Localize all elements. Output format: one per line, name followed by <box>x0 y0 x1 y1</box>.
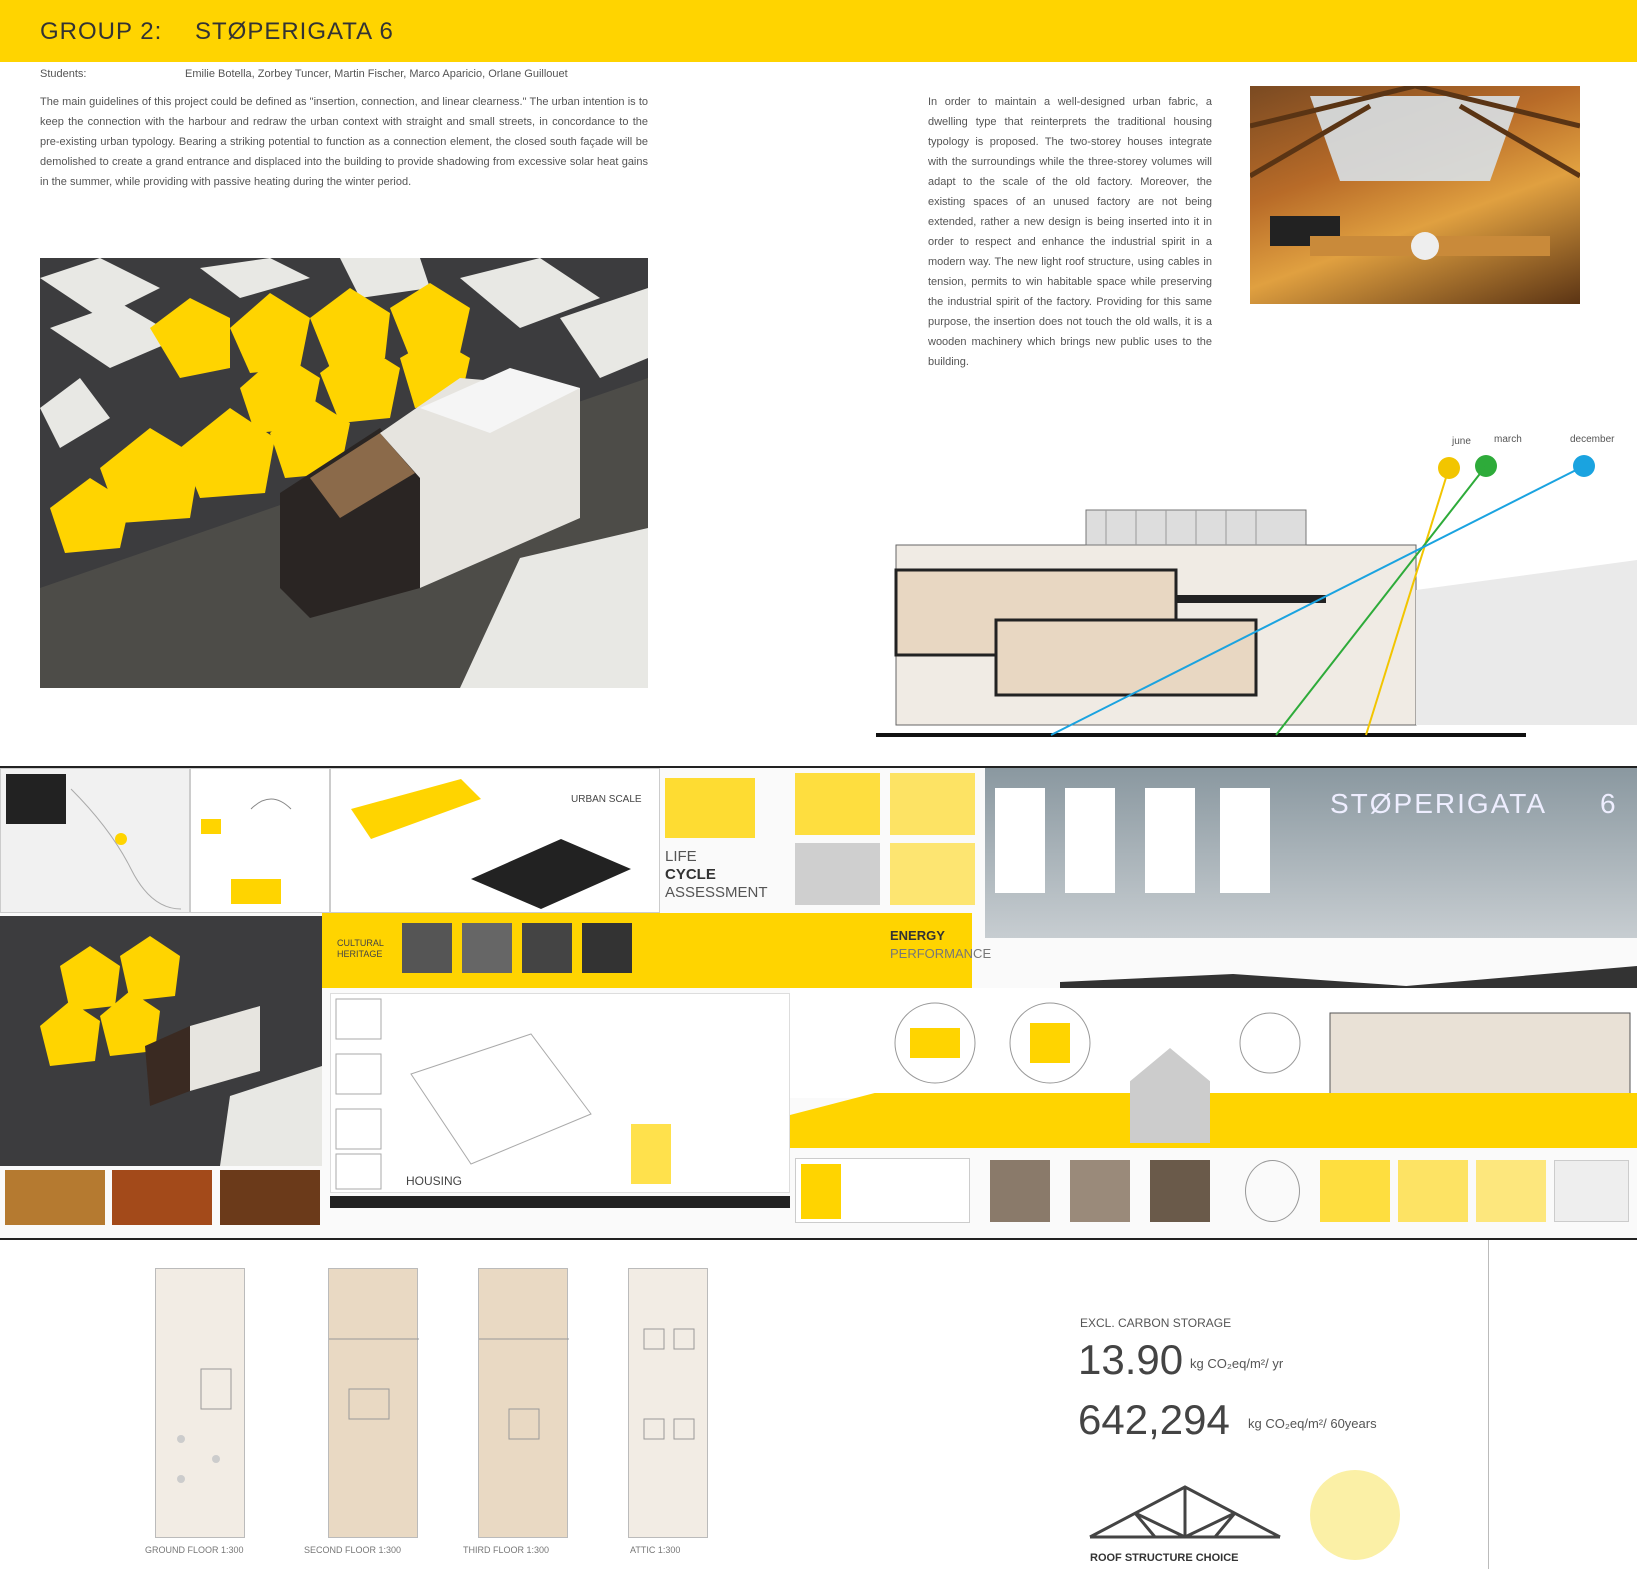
detail-thumb <box>795 1158 970 1223</box>
roof-choice-circle <box>1310 1470 1400 1560</box>
plan-third <box>478 1268 568 1538</box>
poster <box>0 768 1637 1238</box>
plan-label-second: SECOND FLOOR 1:300 <box>304 1545 402 1555</box>
site-map <box>0 768 190 913</box>
interior-thumb-3 <box>220 1170 320 1225</box>
energy-label: ENERGY <box>890 928 945 943</box>
plan-label-ground: GROUND FLOOR 1:300 <box>145 1545 244 1555</box>
students-label: Students: <box>40 68 87 80</box>
roof-truss-icon <box>1085 1475 1285 1545</box>
interior-thumb-1 <box>5 1170 105 1225</box>
plan-label-attic: ATTIC 1:300 <box>630 1545 681 1555</box>
aerial-render-small <box>0 916 322 1166</box>
energy-panel <box>790 988 1637 1098</box>
interior-thumb-2 <box>112 1170 212 1225</box>
carbon-value-1: 13.90 <box>1078 1336 1184 1383</box>
life-cycle-panel: LIFE CYCLE ASSESSMENT <box>660 773 790 908</box>
section-drawing <box>876 440 1637 740</box>
performance-label: PERFORMANCE <box>890 946 992 961</box>
diagram-sketch <box>190 768 330 913</box>
render-thumb-4 <box>1554 1160 1629 1222</box>
sun-label-march: march <box>1494 434 1522 445</box>
plan-second <box>328 1268 418 1538</box>
roof-label: ROOF STRUCTURE CHOICE <box>1090 1552 1239 1564</box>
photo-2 <box>1070 1160 1130 1222</box>
plan-label-third: THIRD FLOOR 1:300 <box>463 1545 550 1555</box>
divider-vertical <box>1488 1240 1489 1569</box>
poster-title-block <box>985 768 1637 938</box>
yellow-band <box>790 1093 1637 1148</box>
poster-number: 6 <box>1600 788 1616 819</box>
page-title: STØPERIGATA 6 <box>195 18 394 45</box>
divider-2 <box>0 1238 1637 1240</box>
housing-panel <box>330 993 790 1193</box>
photo-1 <box>990 1160 1050 1222</box>
plan-attic <box>628 1268 708 1538</box>
render-thumb-3 <box>1476 1160 1546 1222</box>
students-names: Emilie Botella, Zorbey Tuncer, Martin Fischer, Marco Aparicio, Orlane Guillouet <box>185 68 568 80</box>
photo-3 <box>1150 1160 1210 1222</box>
plan-ground <box>155 1268 245 1538</box>
carbon-heading: EXCL. CARBON STORAGE <box>1080 1316 1232 1330</box>
carbon-value-2: 642,294 <box>1078 1396 1230 1443</box>
sun-label-december: december <box>1570 434 1615 445</box>
interior-roof-render <box>1250 86 1580 304</box>
group-label: GROUP 2: <box>40 18 163 45</box>
caption-bar <box>330 1196 790 1208</box>
aerial-render <box>40 258 648 688</box>
cultural-heritage-band: CULTURAL HERITAGE <box>322 913 972 988</box>
urban-scale-label: URBAN SCALE <box>571 794 642 805</box>
lca-thumbnails <box>795 773 975 908</box>
carbon-unit-2: kg CO₂eq/m²/ 60years <box>1248 1416 1377 1431</box>
sun-label-june: june <box>1452 436 1471 447</box>
urban-scale-panel <box>330 768 660 913</box>
housing-label: HOUSING <box>406 1174 463 1188</box>
poster-title: STØPERIGATA <box>1330 788 1547 819</box>
render-thumb-1 <box>1320 1160 1390 1222</box>
detail-circle <box>1245 1160 1300 1222</box>
carbon-unit-1: kg CO₂eq/m²/ yr <box>1190 1356 1284 1371</box>
render-thumb-2 <box>1398 1160 1468 1222</box>
intro-paragraph: The main guidelines of this project could be defined as "insertion, connection, and linear clearness." The urban intention is to keep the connection with the harbour and redraw the urban context with straight and small streets, in concordance to the pre-existing urban typology. Bearing a striking potential to function as a connection element, the closed south façade will be demolished to create a grand entrance and displaced into the building to provide shadowing from excessive solar heat gains in the summer, while providing with passive heating during the winter period. <box>40 96 648 188</box>
page-header <box>0 0 1637 62</box>
design-paragraph: In order to maintain a well-designed urban fabric, a dwelling type that reinterprets the traditional housing typology is proposed. The two-storey houses integrate with the surroundings while the three-storey volumes will adapt to the scale of the old factory. Moreover, the existing spaces of an unused factory are not being extended, rather a new design is being inserted into it in order to respect and enhance the industrial spirit in a modern way. The new light roof structure, using cables in tension, permits to win habitable space while preserving the industrial spirit of the factory. Providing for this same purpose, the insertion does not touch the old walls, it is a wooden machinery which brings new public uses to the building. <box>928 96 1212 368</box>
